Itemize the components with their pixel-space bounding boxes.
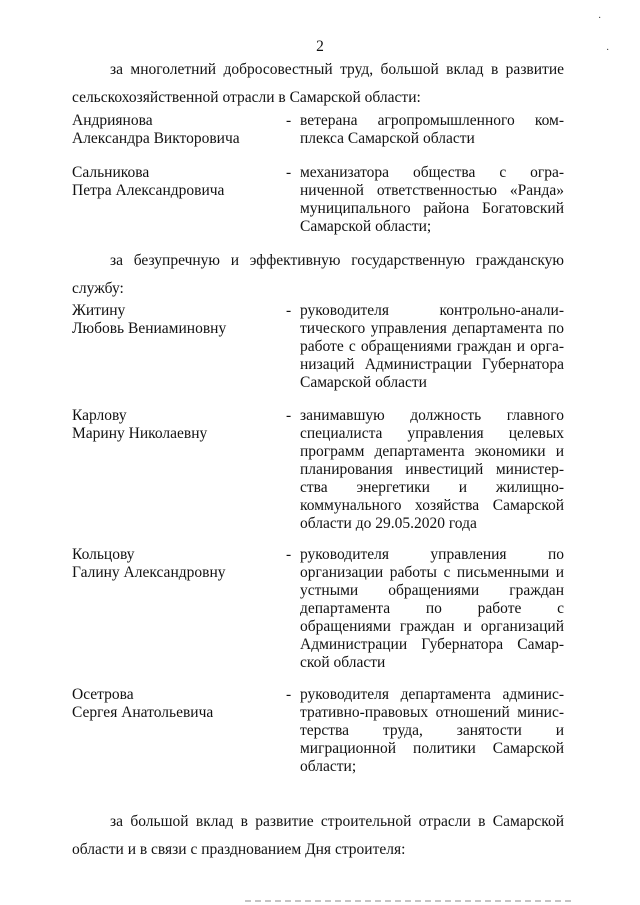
recipient-description [300,546,564,672]
description-line: устными обращениями граждан [300,582,564,599]
intro-line: службу: [72,280,124,297]
description-line: ской области [300,654,386,671]
recipient-name [72,164,272,200]
description-line: области; [300,758,357,775]
intro-line: за многолетний добросовестный труд, большой вклад в развитие [110,61,564,78]
description-line: тического управления департамента по [300,320,564,337]
description-line: области до 29.05.2020 года [300,515,477,532]
description-line: департамента по работе с [300,600,564,617]
recipient-given-names: Петра Александровича [72,182,225,199]
description-line: занимавшую должность главного [300,407,564,424]
description-line: ветерана агропромышленного ком- [300,112,564,129]
recipient-surname: Осетрова [72,686,134,703]
intro-line: области и в связи с празднованием Дня строителя: [72,841,406,858]
entry-dash: - [286,407,292,424]
description-line: организации работы с письменными и [300,564,564,581]
recipient-description [300,407,564,533]
scan-edge-artifact [245,900,575,902]
entry-dash: - [286,302,292,319]
recipient-surname: Кольцову [72,546,135,563]
description-line: муниципального района Богатовский [300,200,564,217]
recipient-surname: Карлову [72,407,127,424]
recipient-name [72,407,272,443]
description-line: программ департамента экономики и [300,443,564,460]
description-line: коммунального хозяйства Самарской [300,497,564,514]
recipient-description [300,686,564,776]
description-line: специалиста управления целевых [300,425,564,442]
recipient-name [72,112,272,148]
intro-paragraph-agriculture [72,56,564,112]
entry-dash: - [286,164,292,181]
entry-dash: - [286,686,292,703]
description-line: Самарской области; [300,218,432,235]
description-line: руководителя управления по [300,546,564,563]
description-line: работе с обращениями граждан и орга- [300,338,564,355]
description-line: ства энергетики и жилищно- [300,479,564,496]
recipient-given-names: Галину Александровну [72,564,226,581]
recipient-given-names: Александра Викторовича [72,130,240,147]
recipient-name [72,686,272,722]
description-line: тративно-правовых отношений минис- [300,704,564,721]
intro-paragraph-civil-service [72,247,564,303]
description-line: плекса Самарской области [300,130,475,147]
recipient-surname: Житину [72,302,126,319]
recipient-description [300,164,564,236]
intro-line: за большой вклад в развитие строительной отрасли в Самарской [110,813,564,830]
intro-paragraph-construction [72,808,564,864]
description-line: механизатора общества с огра- [300,164,564,181]
recipient-given-names: Марину Николаевну [72,425,208,442]
description-line: низаций Администрации Губернатора [300,356,564,373]
scan-speck: · [606,45,610,56]
description-line: терства труда, занятости и [300,722,564,739]
description-line: обращениями граждан и организаций [300,618,564,635]
scan-speck: · [598,13,602,24]
recipient-description [300,112,564,148]
description-line: Администрации Губернатора Самар- [300,636,564,653]
intro-line: сельскохозяйственной отрасли в Самарской области: [72,89,421,106]
page-number: 2 [316,38,324,55]
recipient-given-names: Любовь Вениаминовну [72,320,227,337]
recipient-name [72,302,272,338]
description-line: Самарской области [300,374,427,391]
description-line: руководителя департамента админис- [300,686,564,703]
description-line: руководителя контрольно-анали- [300,302,564,319]
recipient-description [300,302,564,392]
recipient-given-names: Сергея Анатольевича [72,704,214,721]
recipient-name [72,546,272,582]
intro-line: за безупречную и эффективную государственную гражданскую [110,252,564,269]
recipient-surname: Сальникова [72,164,150,181]
recipient-surname: Андриянова [72,112,153,129]
description-line: ниченной ответственностью «Ранда» [300,182,564,199]
description-line: планирования инвестиций министер- [300,461,564,478]
entry-dash: - [286,112,292,129]
description-line: миграционной политики Самарской [300,740,564,757]
entry-dash: - [286,546,292,563]
